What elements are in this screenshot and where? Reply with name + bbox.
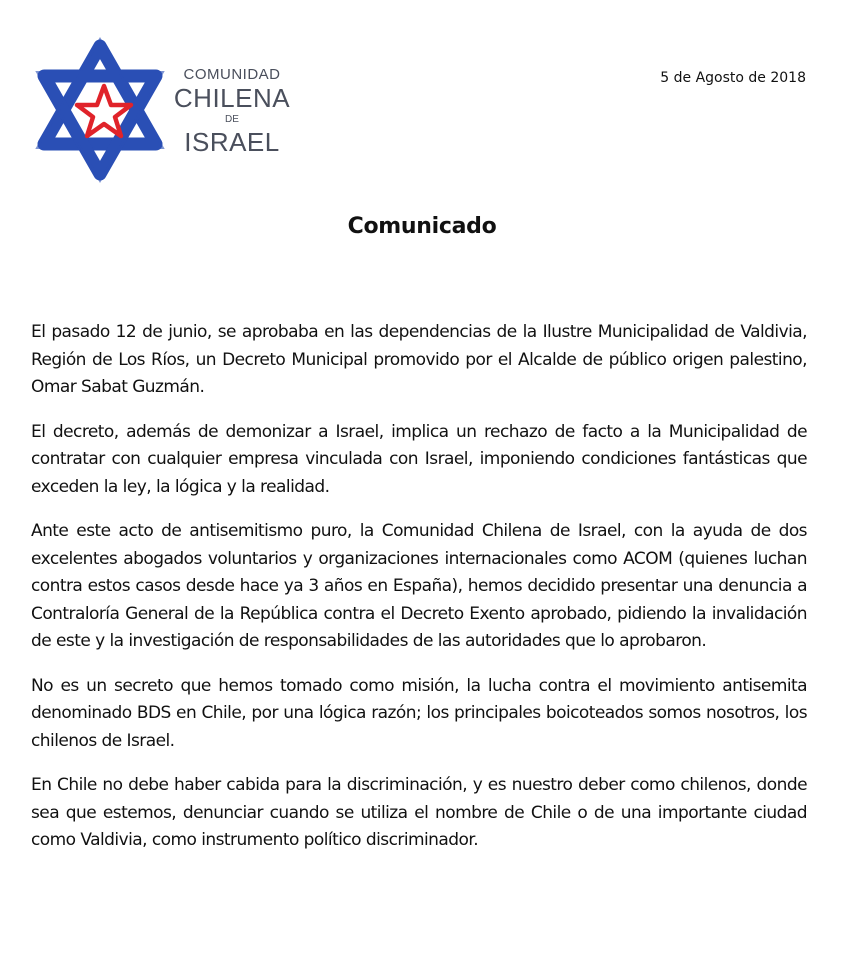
organization-name	[172, 66, 292, 156]
paragraph: El decreto, además de demonizar a Israel, implica un rechazo de facto a la Municipalidad de contratar con cualquier empresa vinculada con Israel, imponiendo condiciones fantásticas que exceden la ley, la lógica y la realidad.	[31, 421, 807, 497]
paragraph: En Chile no debe haber cabida para la discriminación, y es nuestro deber como chilenos, donde sea que estemos, denunciar cuando se utiliza el nombre de Chile o de una importante ciudad como Valdivia, como instrumento político discriminador.	[31, 775, 807, 850]
document-body	[31, 319, 807, 872]
org-name-line4: ISRAEL	[184, 127, 280, 157]
org-name-line1: COMUNIDAD	[183, 66, 281, 83]
org-name-line2: CHILENA	[173, 83, 291, 113]
organization-logo	[30, 36, 170, 184]
org-name-line3: DE	[225, 114, 239, 125]
document-title: Comunicado	[347, 214, 497, 239]
paragraph: Ante este acto de antisemitismo puro, la Comunidad Chilena de Israel, con la ayuda de dos excelentes abogados voluntarios y organizaciones internacionales como ACOM (quienes luchan contra estos casos desde hace ya 3 años en España), hemos decidido presentar una denuncia a Contraloría General de la República contra el Decreto Exento aprobado, pidiendo la invalidación de este y la investigación de responsabilidades de las autoridades que lo aprobaron.	[31, 521, 807, 651]
paragraph: No es un secreto que hemos tomado como misión, la lucha contra el movimiento antisemita denominado BDS en Chile, por una lógica razón; los principales boicoteados somos nosotros, los chilenos de Israel.	[31, 675, 807, 751]
paragraph: El pasado 12 de junio, se aprobaba en las dependencias de la Ilustre Municipalidad de Valdivia, Región de Los Ríos, un Decreto Municipal promovido por el Alcalde de público origen palestino, Omar Sabat Guzmán.	[31, 322, 807, 397]
document-date: 5 de Agosto de 2018	[660, 70, 806, 86]
star-of-david-icon	[30, 36, 170, 184]
